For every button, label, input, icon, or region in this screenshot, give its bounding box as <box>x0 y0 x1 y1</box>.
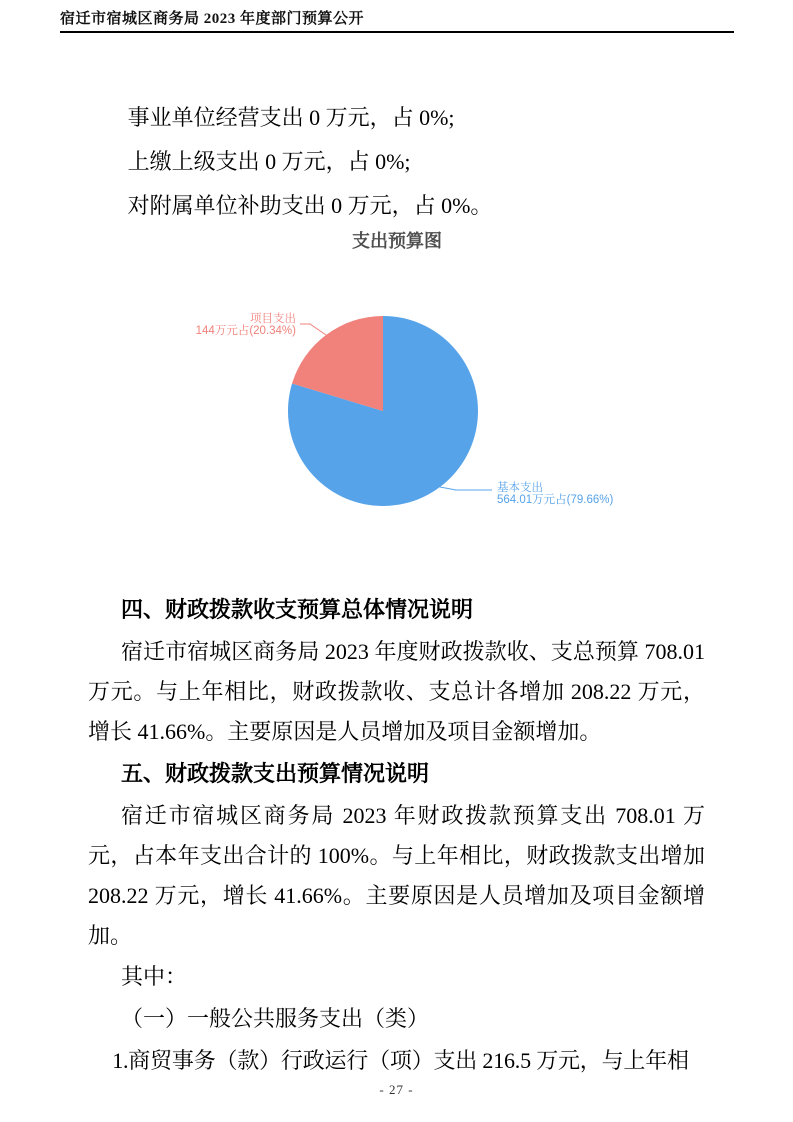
intro-line: 对附属单位补助支出 0 万元，占 0%。 <box>127 193 493 218</box>
section-heading-4: 四、财政拨款收支预算总体情况说明 <box>121 597 474 622</box>
intro-paragraphs <box>88 96 705 228</box>
document-header-title: 宿迁市宿城区商务局 2023 年度部门预算公开 <box>60 11 365 27</box>
header-divider <box>60 31 734 33</box>
pie-label-project-value: 144万元占(20.34%) <box>195 325 296 337</box>
section-4-paragraph: 宿迁市宿城区商务局 2023 年度财政拨款收、支总预算 708.01 万元。与上年相比，财政拨款收、支总计各增加 208.22 万元，增长 41.66%。主要原因是人员增加及项目金额增加。 <box>88 639 705 744</box>
page-number: - 27 - <box>379 1082 414 1097</box>
document-body <box>88 588 705 1082</box>
intro-line: 事业单位经营支出 0 万元，占 0%; <box>127 105 455 130</box>
label-leader-line-project <box>300 324 326 335</box>
chart-title: 支出预算图 <box>352 231 442 251</box>
document-header <box>60 7 734 28</box>
section-heading-5: 五、财政拨款支出预算情况说明 <box>121 761 430 786</box>
section-5-subline-qizhong: 其中： <box>121 964 188 989</box>
pie-label-basic-name: 基本支出 <box>497 482 543 494</box>
label-leader-line-basic <box>440 487 492 490</box>
pie-label-basic-value: 564.01万元占(79.66%) <box>497 494 614 506</box>
section-5-subline-category: （一）一般公共服务支出（类） <box>121 1006 430 1031</box>
intro-line: 上缴上级支出 0 万元，占 0%; <box>127 149 411 174</box>
section-5-subline-item: 1.商贸事务（款）行政运行（项）支出 216.5 万元，与上年相 <box>112 1048 689 1073</box>
page-footer <box>0 1082 793 1098</box>
section-5-paragraph: 宿迁市宿城区商务局 2023 年财政拨款预算支出 708.01 万元，占本年支出合计的 100%。与上年相比，财政拨款支出增加 208.22 万元，增长 41.66%。主要原因是人员增加及项目金额增加。 <box>88 803 705 948</box>
expenditure-pie-chart <box>0 290 793 540</box>
pie-label-project-name: 项目支出 <box>250 313 296 325</box>
